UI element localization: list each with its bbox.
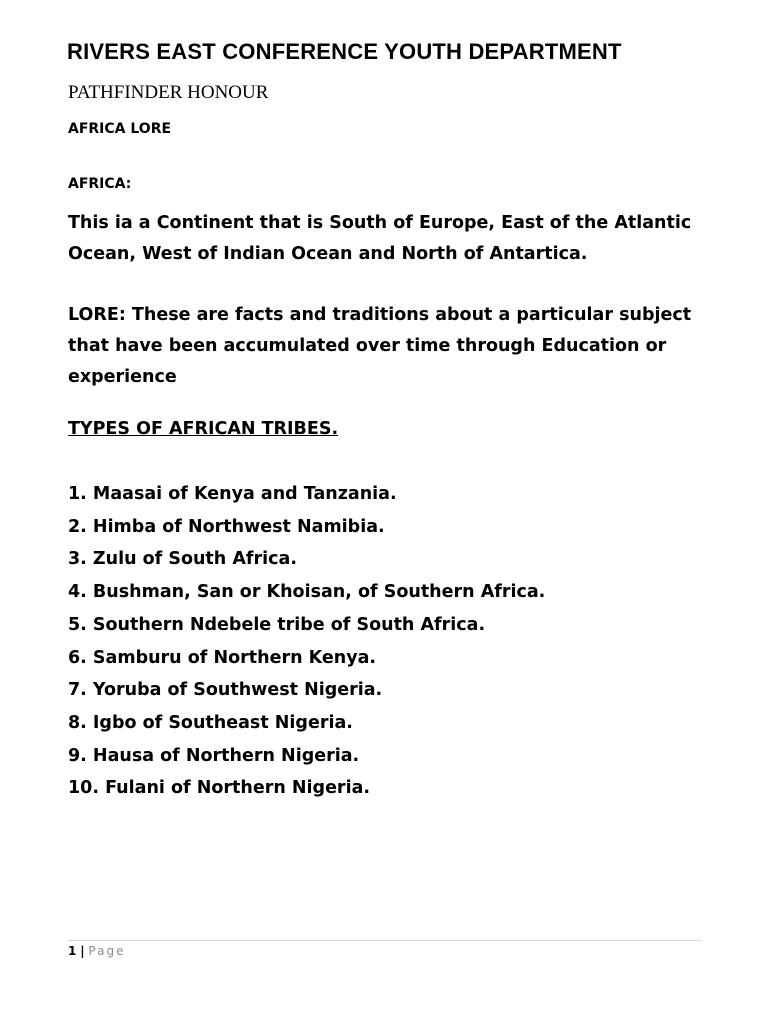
list-item: 4. Bushman, San or Khoisan, of Southern Africa. bbox=[68, 582, 546, 603]
honour-name: AFRICA LORE bbox=[68, 121, 172, 137]
page-number: 1 bbox=[68, 944, 77, 958]
list-item: 5. Southern Ndebele tribe of South Africa. bbox=[68, 614, 486, 635]
list-item: 10. Fulani of Northern Nigeria. bbox=[68, 778, 371, 799]
africa-heading: AFRICA: bbox=[68, 176, 132, 192]
list-item: 9. Hausa of Northern Nigeria. bbox=[68, 745, 360, 766]
page-label: Page bbox=[88, 944, 126, 958]
list-item: 3. Zulu of South Africa. bbox=[68, 549, 297, 570]
list-item: 1. Maasai of Kenya and Tanzania. bbox=[68, 484, 397, 504]
footer-divider bbox=[68, 940, 702, 941]
list-item: 7. Yoruba of Southwest Nigeria. bbox=[68, 680, 383, 701]
document-subtitle: PATHFINDER HONOUR bbox=[68, 82, 269, 103]
lore-definition: LORE: These are facts and traditions about a particular subject that have been accumulated over time through Education or experience bbox=[68, 305, 692, 387]
page-separator: | bbox=[80, 944, 85, 958]
tribes-list bbox=[68, 478, 545, 805]
list-item: 2. Himba of Northwest Namibia. bbox=[68, 516, 385, 537]
tribes-heading: TYPES OF AFRICAN TRIBES. bbox=[68, 419, 339, 439]
page-footer bbox=[68, 942, 125, 960]
africa-definition: This ia a Continent that is South of Europe, East of the Atlantic Ocean, West of Indian Ocean and North of Antartica. bbox=[68, 213, 692, 264]
list-item: 6. Samburu of Northern Kenya. bbox=[68, 647, 377, 668]
document-title: RIVERS EAST CONFERENCE YOUTH DEPARTMENT bbox=[67, 39, 622, 64]
list-item: 8. Igbo of Southeast Nigeria. bbox=[68, 712, 353, 733]
